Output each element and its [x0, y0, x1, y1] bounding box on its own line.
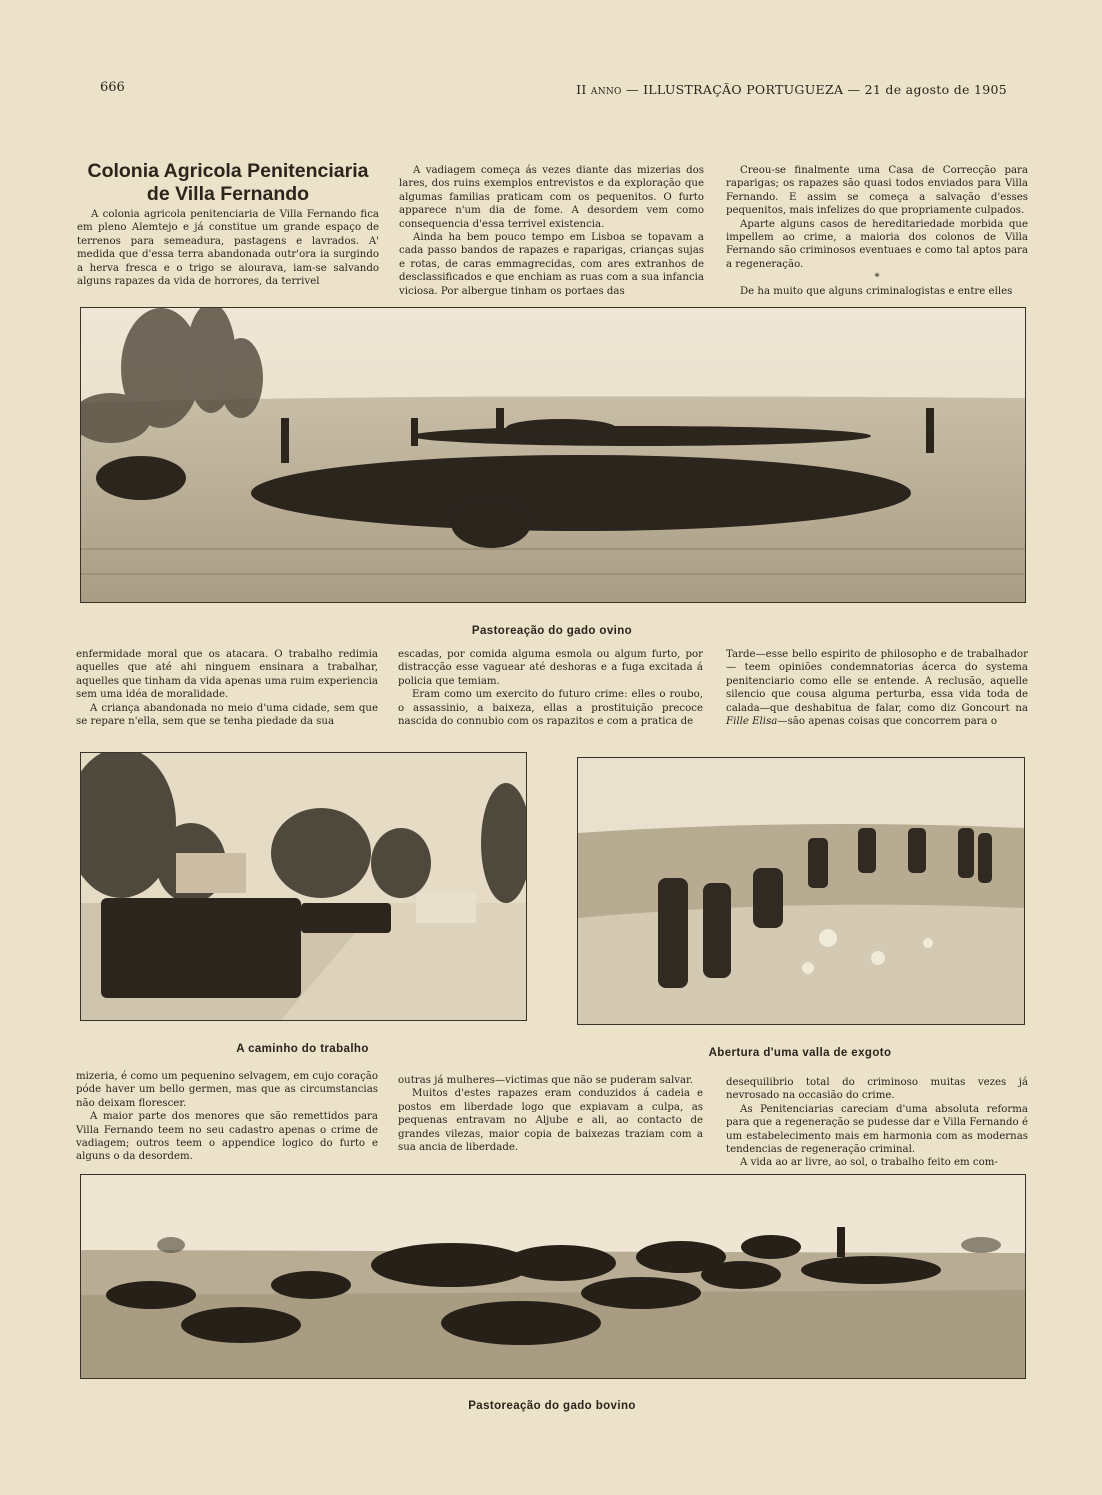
- paragraph: [726, 648, 1028, 728]
- article-column-9: [726, 1076, 1028, 1170]
- photo-sheep-herding: [80, 307, 1026, 603]
- article-column-8: [398, 1074, 703, 1154]
- article-title: [77, 160, 379, 206]
- paragraph: Aparte alguns casos de hereditariedade morbida que impellem ao crime, a maioria dos colonos de Villa Fernando são criminosos eventuaes e como tal aptos para a regeneração.: [726, 218, 1028, 270]
- text-run: Tarde—esse bello espirito de philosopho e de trabalhador — teem opiniões condemnatorias ácerca do systema penitenciario como elle se entende. A reclusão, aquelle silencio que cousa alguma perturba, essa vida toda de calada—que deshabitua de falar, como diz Goncourt na: [726, 649, 1028, 714]
- book-title: Fille Elisa: [726, 716, 778, 728]
- paragraph: De ha muito que alguns criminalogistas e entre elles: [740, 285, 1013, 297]
- article-column-6: [726, 648, 1028, 728]
- running-head: [576, 82, 1007, 97]
- paragraph: A colonia agricola penitenciaria de Villa Fernando fica em pleno Alemtejo e já constitue um grande espaço de terrenos para semeadura, pastagens e lavrados. A' medida que d'essa terra abandonada outr'ora ia surgindo a herva fresca e o trigo se alourava, iam-se salvando alguns rapazes da vida de horrores, da terrivel: [77, 209, 379, 288]
- caption-photo-trench: Abertura d'uma valla de exgoto: [708, 1047, 892, 1059]
- paragraph: A vida ao ar livre, ao sol, o trabalho feito em com-: [740, 1157, 998, 1169]
- paragraph: Ainda ha bem pouco tempo em Lisboa se topavam a cada passo bandos de rapazes e raparigas, crianças sujas e rotas, de caras emmagrecidas, com ares extranhos de desclassificados e que enchiam as ruas com a sua infancia viciosa. Por albergue tinham os portaes das: [399, 232, 704, 297]
- paragraph: outras já mulheres—victimas que não se puderam salvar.: [398, 1075, 694, 1086]
- article-column-4: [76, 648, 378, 728]
- caption-photo-sheep: Pastoreação do gado ovino: [471, 625, 633, 637]
- article-title-line-1: Colonia Agricola Penitenciaria: [87, 160, 369, 182]
- paragraph: Eram como um exercito do futuro crime: elles o roubo, o assassinio, a baixeza, ellas a prostituição precoce nascida do connubio com os rapazitos e com a pratica de: [398, 689, 703, 728]
- paragraph: A maior parte dos menores que são remettidos para Villa Fernando teem no seu cadastro apenas o crime de vadiagem; outros teem o appendice logico do furto e alguns o da desordem.: [76, 1111, 378, 1163]
- caption-photo-cattle: Pastoreação do gado bovino: [468, 1400, 636, 1412]
- running-head-rest: — ILLUSTRAÇÃO PORTUGUEZA — 21 de agosto de 1905: [621, 82, 1007, 97]
- paragraph: Creou-se finalmente uma Casa de Correcção para raparigas; os rapazes são quasi todos enviados para Villa Fernando. E assim se começa a salvação d'esses pequenitos, mais infelizes do que propriamente culpados.: [726, 165, 1028, 217]
- article-column-7: [76, 1070, 378, 1164]
- text-run: —são apenas coisas que concorrem para o: [777, 716, 997, 728]
- article-title-line-2: de Villa Fernando: [146, 183, 310, 205]
- photo-cattle-herding: [80, 1174, 1026, 1379]
- paragraph: A vadiagem começa ás vezes diante das mizerias dos lares, dos ruins exemplos entrevistos e da exploração que algumas familias praticam com os pequenitos. O furto apparece n'um dia de fome. A desordem vem como consequencia d'essa terrivel existencia.: [399, 165, 704, 230]
- article-column-5: [398, 648, 703, 728]
- article-column-2: [399, 164, 704, 298]
- article-column-1: [77, 160, 379, 288]
- photo-road-to-work: [80, 752, 527, 1021]
- paragraph: desequilibrio total do criminoso muitas vezes já nevrosado na occasião do crime.: [726, 1077, 1028, 1102]
- running-head-prefix: II: [576, 82, 591, 97]
- paragraph: As Penitenciarias careciam d'uma absoluta reforma para que a regeneração se pudesse dar e Villa Fernando é um estabelecimento mais em harmonia com as modernas tendencias de regeneração criminal.: [726, 1103, 1028, 1156]
- paragraph: escadas, por comida alguma esmola ou algum furto, por distracção esse vaguear até deshoras e a fuga excitada á policia que temiam.: [398, 649, 703, 687]
- running-head-anno: anno: [590, 82, 622, 97]
- caption-photo-road: A caminho do trabalho: [236, 1043, 369, 1055]
- paragraph: A criança abandonada no meio d'uma cidade, sem que se repare n'ella, sem que se tenha piedade da sua: [76, 702, 378, 728]
- paragraph: mizeria, é como um pequenino selvagem, em cujo coração póde haver um bello germen, mas que as circumstancias não deixam florescer.: [76, 1071, 378, 1109]
- paragraph: Muitos d'estes rapazes eram conduzidos á cadeia e postos em liberdade logo que expiavam a culpa, as pequenas entravam no Aljube e ali, ao contacto de grandes vilezas, maior copia de baixezas traziam com a sua ancia de liberdade.: [398, 1088, 703, 1154]
- paragraph: enfermidade moral que os atacara. O trabalho redimia aquelles que até ahi ninguem ensinara a trabalhar, aquelles que tinham da vida apenas uma ruim experiencia sem uma idéa de moralidade.: [76, 649, 378, 701]
- section-break: *: [874, 272, 880, 284]
- photo-trench-digging: [577, 757, 1025, 1025]
- page-number: 666: [100, 80, 125, 95]
- article-column-3: [726, 164, 1028, 298]
